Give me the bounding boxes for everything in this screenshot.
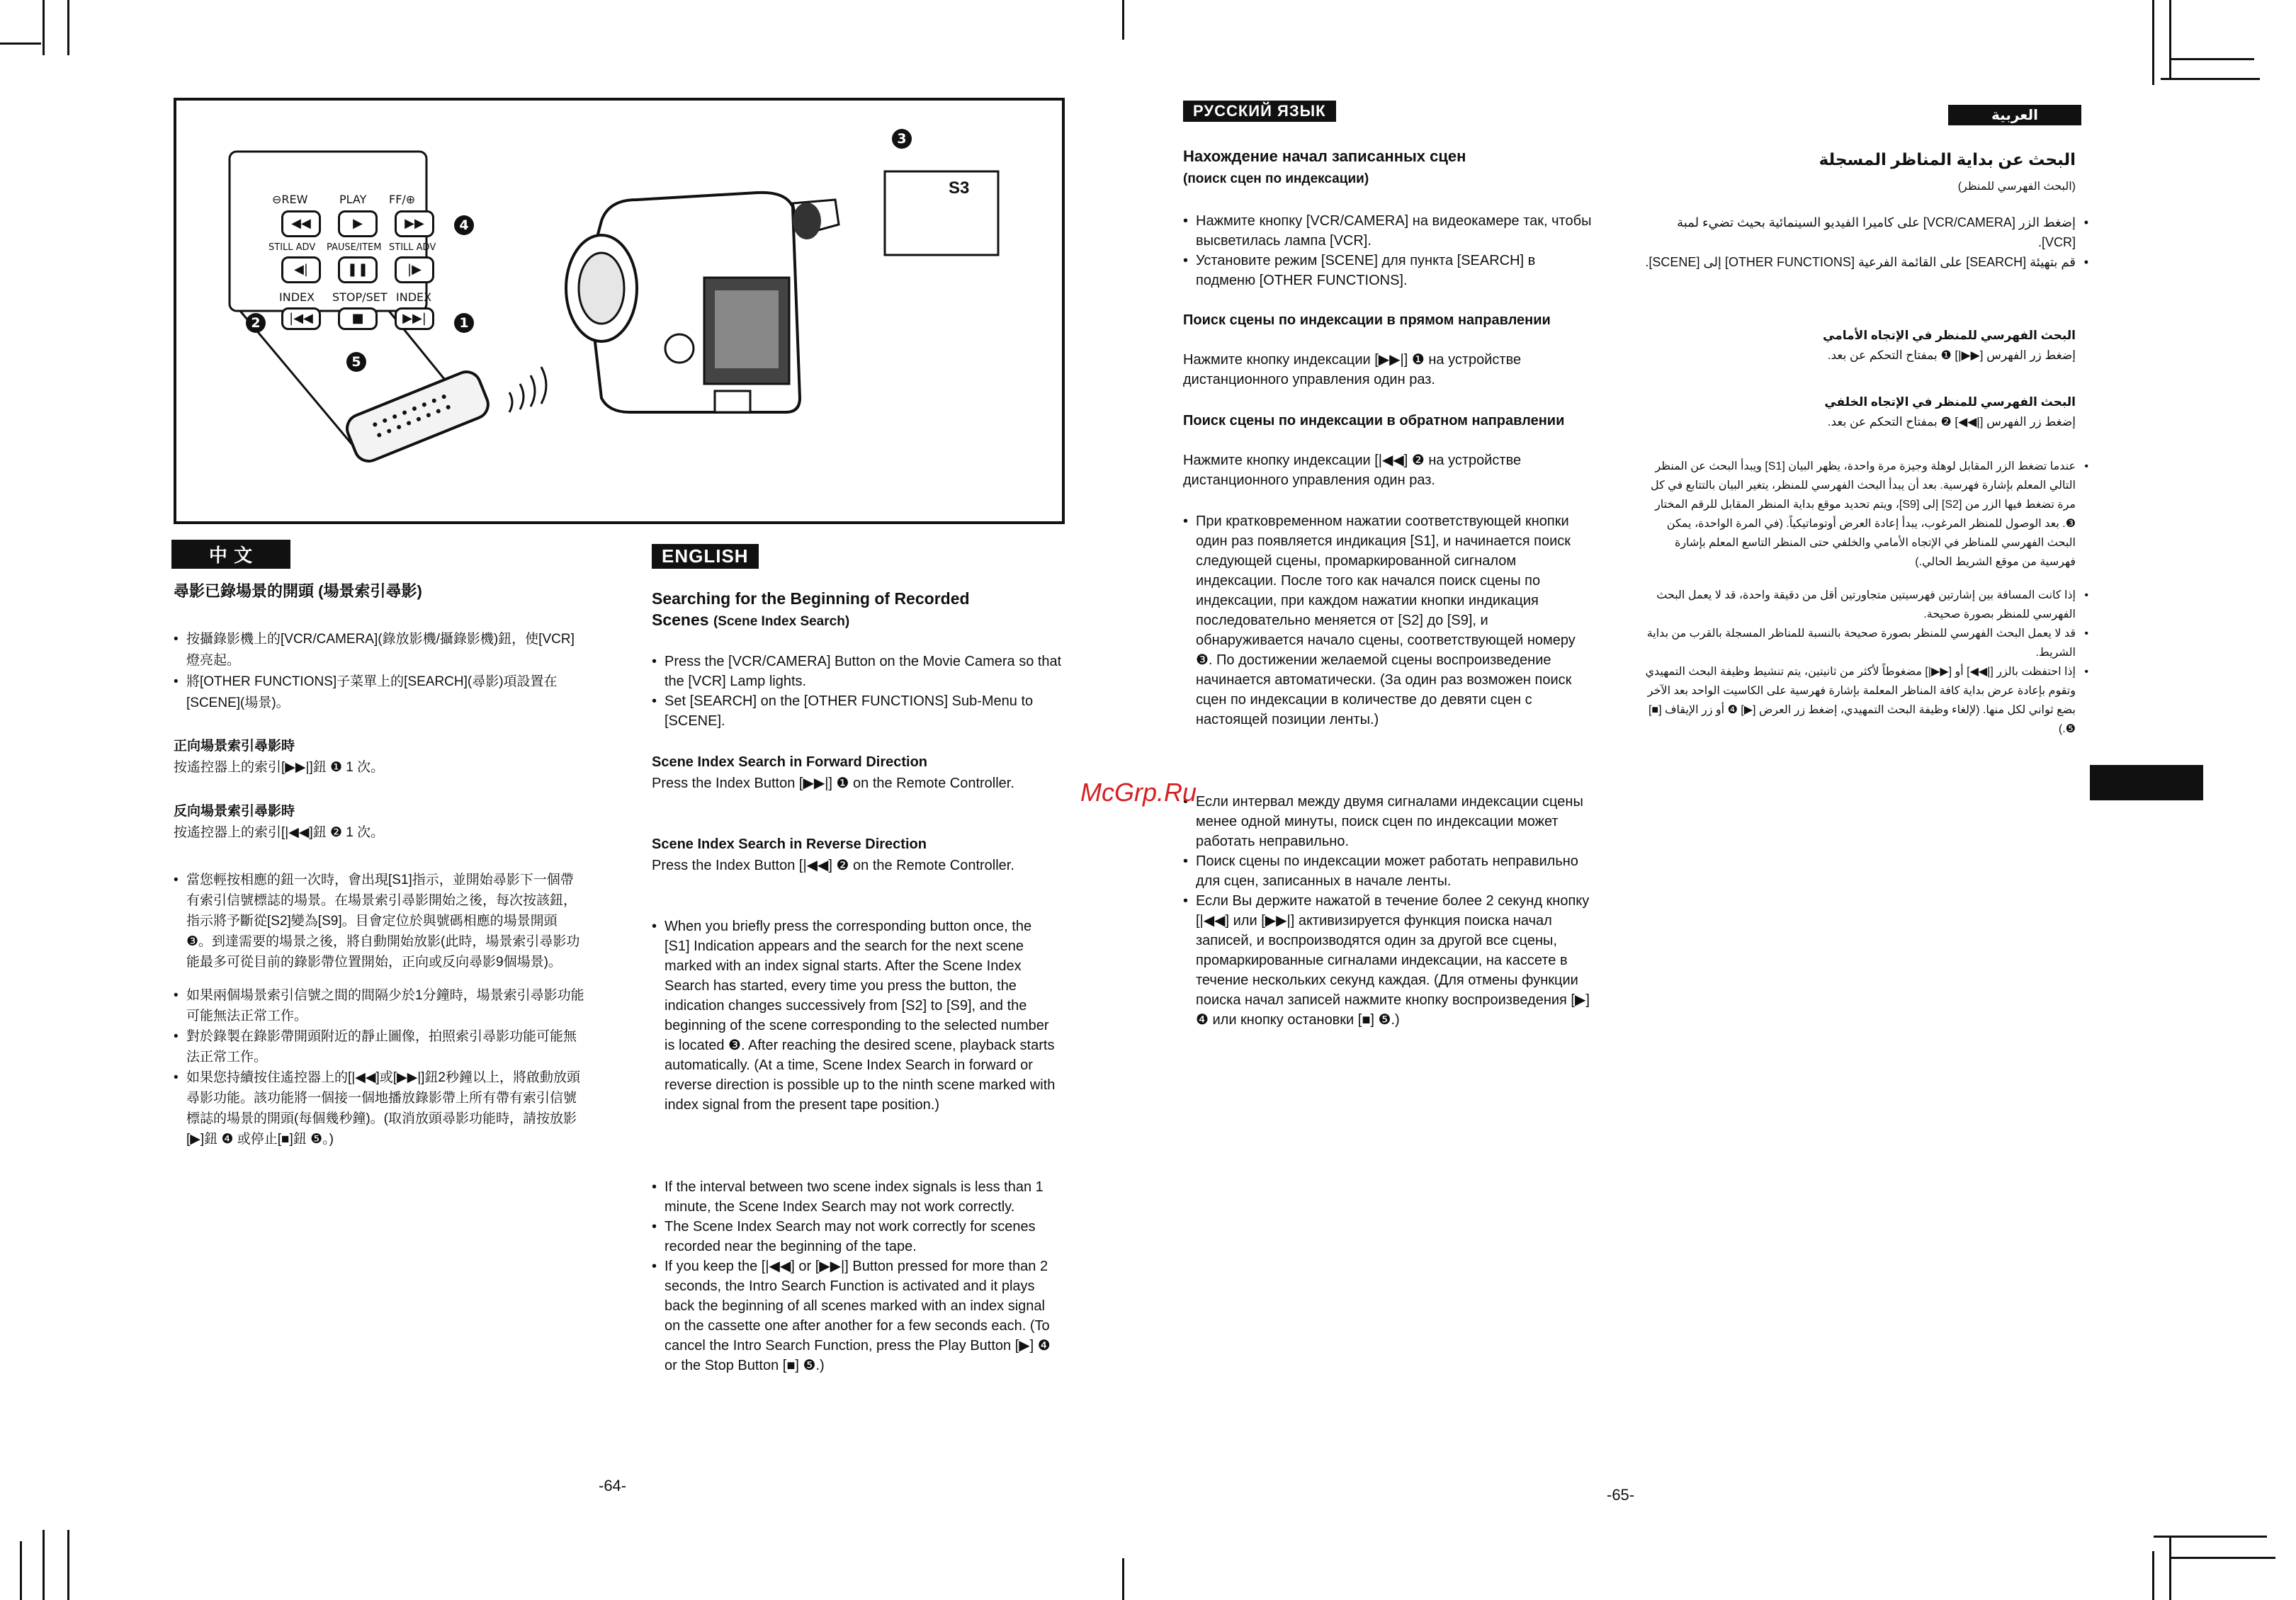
rew-label: ⊖REW <box>272 193 308 206</box>
english-section-tag: ENGLISH <box>652 544 759 569</box>
arabic-step: • قم بتهيئة [SEARCH] على القائمة الفرعية [OTHER FUNCTIONS] إلى [SCENE]. <box>1629 252 2076 272</box>
russian-rev-title: Поиск сцены по индексации в обратном направлении <box>1183 413 1565 429</box>
chinese-fwd-title: 正向場景索引尋影時 <box>174 739 295 754</box>
arabic-notes <box>1629 457 2076 739</box>
index-rev-button[interactable]: |◀◀ <box>281 307 321 330</box>
index-right-label: INDEX <box>396 290 432 304</box>
still-adv-right-label: STILL ADV <box>389 242 436 253</box>
callout-4: 4 <box>454 215 474 235</box>
russian-section-tag: РУССКИЙ ЯЗЫК <box>1183 101 1336 122</box>
chinese-fwd-text: 按遙控器上的索引[▶▶|]鈕 ❶ 1 次。 <box>174 760 385 775</box>
pause-item-label: PAUSE/ITEM <box>327 242 382 253</box>
english-title-line1: Searching for the Beginning of Recorded <box>652 589 970 608</box>
ff-label: FF/⊕ <box>389 193 416 206</box>
russian-notes-2 <box>1183 792 1590 1030</box>
chinese-note: • 當您輕按相應的鈕一次時，會出現[S1]指示，並開始尋影下一個帶有索引信號標誌的場景。在場景索引尋影開始之後，每次按該鈕，指示將予斷從[S2]變為[S9]。目會定位於與號碼相應的場景開頭 ❸。到達需要的場景之後，將自動開始放影(此時，場景索引尋影功能最多可從目前的錄影帶位置開始，正向或反向尋影9個場景)。 <box>174 870 584 972</box>
russian-title <box>1183 146 1636 190</box>
illustration <box>174 98 1065 524</box>
russian-title-line1: Нахождение начал записанных сцен <box>1183 147 1466 165</box>
russian-note: • При кратковременном нажатии соответствующей кнопки один раз появляется индикация [S1], и начинается поиск следующей сцены, промаркированной сигналом индексации. После того как начался поиск сцены по индексации, при каждом нажатии кнопки индикация последовательно меняется от [S2] до [S9], и обнаруживается начало сцены, соответствующей номеру ❸. По достижении желаемой сцены воспроизведение начинается автоматически. (За один раз возможен поиск сцен по индексации в количестве до девяти сцен с настоящей позиции ленты.) <box>1183 511 1590 730</box>
arabic-step: • إضغط الزر [VCR/CAMERA] على كاميرا الفيديو السينمائية بحيث تضيء لمبة [VCR]. <box>1629 212 2076 252</box>
index-left-label: INDEX <box>279 290 315 304</box>
arabic-section-tag: العربية <box>1948 105 2081 125</box>
chinese-rev-text: 按遙控器上的索引[|◀◀]鈕 ❷ 1 次。 <box>174 825 385 840</box>
chinese-title: 尋影已錄場景的開頭 (場景索引尋影) <box>174 582 422 600</box>
callout-1: 1 <box>454 313 474 333</box>
arabic-steps <box>1629 212 2076 272</box>
english-title-line2: Scenes <box>652 611 709 629</box>
russian-note: • Если интервал между двумя сигналами индексации сцены менее одной минуты, поиск сцен по индексации может работать неправильно. <box>1183 792 1590 851</box>
chinese-note: • 如果兩個場景索引信號之間的間隔少於1分鐘時，場景索引尋影功能可能無法正常工作。 <box>174 985 584 1026</box>
arabic-title: البحث عن بداية المناظر المسجلة <box>1819 150 2076 169</box>
arabic-rev-title: البحث الفهرسي للمنظر في الإتجاه الخلفي <box>1824 395 2076 409</box>
english-note: • The Scene Index Search may not work correctly for scenes recorded near the beginning of the tape. <box>652 1217 1059 1256</box>
russian-note: • Поиск сцены по индексации может работать неправильно для сцен, записанных в начале ленты. <box>1183 851 1590 891</box>
arabic-fwd-text: إضغط زر الفهرس [▶▶|] ❶ بمفتاح التحكم عن بعد. <box>1827 348 2076 362</box>
english-steps <box>652 652 1063 731</box>
screen-indication: S3 <box>949 178 970 198</box>
chinese-section-tag: 中 文 <box>171 540 290 569</box>
english-fwd-text: Press the Index Button [▶▶|] ❶ on the Remote Controller. <box>652 776 1014 791</box>
russian-note: • Если Вы держите нажатой в течение более 2 секунд кнопку [|◀◀] или [▶▶|] активизируется функция поиска начал записей, и воспроизводятся один за другой все сцены, промаркированные сигналами индексации, на кассете в течение нескольких секунд каждая. (Для отмены функции поиска начал записей нажмите кнопку воспроизведения [▶] ❹ или кнопку остановки [■] ❺.) <box>1183 891 1590 1030</box>
still-adv-rev-button[interactable]: ◀| <box>281 256 321 283</box>
english-rev-title: Scene Index Search in Reverse Direction <box>652 836 927 852</box>
russian-notes <box>1183 511 1590 730</box>
chinese-step: • 按攝錄影機上的[VCR/CAMERA](錄放影機/攝錄影機)鈕，使[VCR]燈亮起。 <box>174 629 584 671</box>
chinese-notes <box>174 870 584 1150</box>
russian-fwd-text: Нажмите кнопку индексации [▶▶|] ❶ на устройстве дистанционного управления один раз. <box>1183 352 1522 387</box>
callout-5: 5 <box>346 352 366 372</box>
ff-button[interactable]: ▶▶ <box>395 210 434 237</box>
callout-2: 2 <box>246 313 266 333</box>
english-step: • Press the [VCR/CAMERA] Button on the Movie Camera so that the [VCR] Lamp lights. <box>652 652 1063 691</box>
thumb-index-tab <box>2090 765 2203 800</box>
still-adv-left-label: STILL ADV <box>268 242 316 253</box>
english-notes <box>652 917 1059 1115</box>
russian-fwd-title: Поиск сцены по индексации в прямом направлении <box>1183 312 1551 328</box>
english-note: • If the interval between two scene index signals is less than 1 minute, the Scene Index Search may not work correctly. <box>652 1177 1059 1217</box>
arabic-rev-text: إضغط زر الفهرس [|◀◀] ❷ بمفتاح التحكم عن بعد. <box>1827 415 2076 429</box>
still-adv-fwd-button[interactable]: |▶ <box>395 256 434 283</box>
english-title-sub: (Scene Index Search) <box>713 614 850 629</box>
page-number-left: -64- <box>599 1477 627 1494</box>
chinese-steps <box>174 629 584 714</box>
arabic-note: • إذا احتفظت بالزر [|◀◀] أو [▶▶|] مضغوطاً لأكثر من ثانيتين، يتم تنشيط وظيفة البحث التمهيدي وتقوم بإعادة عرض بداية كافة المناظر المعلمة بإشارة فهرسية على الكاسيت الواحد بعد الآخر بضع ثواني لكل منها. (لإلغاء وظيفة البحث التمهيدي، إضغط زر العرض [▶] ❹ أو زر الإيقاف [■] ❺.) <box>1629 662 2076 739</box>
russian-rev-text: Нажмите кнопку индексации [|◀◀] ❷ на устройстве дистанционного управления один раз. <box>1183 453 1522 488</box>
chinese-step: • 將[OTHER FUNCTIONS]子菜單上的[SEARCH](尋影)項設置在[SCENE](場景)。 <box>174 671 584 714</box>
arabic-note: • عندما تضغط الزر المقابل لوهلة وجيزة مرة واحدة، يظهر البيان [S1] ويبدأ البحث عن المنظر التالي المعلم بإشارة فهرسية. بعد أن يبدأ البحث الفهرسي للمنظر، يتغير البيان بالتتابع في كل مرة تضغط فيها الزر من [S2] إلى [S9]، ويتم تحديد موقع بداية المنظر المقابل للرقم المختار ❸. بعد الوصول للمنظر المرغوب، يبدأ إعادة العرض أوتوماتيكياً. (في المرة الواحدة، يمكن البحث الفهرسي للمناظر في الإتجاه الأمامي والخلفي حتى المنظر التاسع المعلم بإشارة فهرسية من موقع الشريط الحالي.) <box>1629 457 2076 572</box>
arabic-subtitle: (البحث الفهرسي للمنظر) <box>1957 181 2076 193</box>
chinese-note: • 對於錄製在錄影帶開頭附近的靜止圖像，拍照索引尋影功能可能無法正常工作。 <box>174 1026 584 1067</box>
english-step: • Set [SEARCH] on the [OTHER FUNCTIONS] Sub-Menu to [SCENE]. <box>652 691 1063 731</box>
arabic-note: • إذا كانت المسافة بين إشارتين فهرسيتين متجاورتين أقل من دقيقة واحدة، قد لا يعمل البحث الفهرسي للمنظر بصورة صحيحة. <box>1629 586 2076 624</box>
english-note: • If you keep the [|◀◀] or [▶▶|] Button pressed for more than 2 seconds, the Intro Search Function is activated and it plays back the beginning of all scenes marked with an index signal on the cassette one after another for a few seconds each. (To cancel the Intro Search Function, press the Play Button [▶] ❹ or the Stop Button [■] ❺.) <box>652 1256 1059 1375</box>
russian-steps <box>1183 211 1597 290</box>
arabic-note: • قد لا يعمل البحث الفهرسي للمنظر بصورة صحيحة بالنسبة للمناظر المسجلة بالقرب من بداية الشريط. <box>1629 624 2076 662</box>
index-fwd-button[interactable]: ▶▶| <box>395 307 434 330</box>
callout-3: 3 <box>892 129 912 149</box>
russian-step: • Нажмите кнопку [VCR/CAMERA] на видеокамере так, чтобы высветилась лампа [VCR]. <box>1183 211 1597 251</box>
english-title <box>652 588 1077 632</box>
rew-button[interactable]: ◀◀ <box>281 210 321 237</box>
arabic-fwd-title: البحث الفهرسي للمنظر في الإتجاه الأمامي <box>1823 329 2076 342</box>
pause-button[interactable]: ❚❚ <box>338 256 378 283</box>
english-fwd-title: Scene Index Search in Forward Direction <box>652 754 928 770</box>
english-note: • When you briefly press the corresponding button once, the [S1] Indication appears and the search for the next scene marked with an index signal starts. After the Scene Index Search has started, every time you press the button, the indication changes successively from [S2] to [S9], and the beginning of the scene corresponding to the selected number is located ❸. After reaching the desired scene, playback starts automatically. (At a time, Scene Index Search in forward or reverse direction is possible up to the ninth scene marked with index signal from the present tape position.) <box>652 917 1059 1115</box>
chinese-note: • 如果您持續按住遙控器上的[|◀◀]或[▶▶|]鈕2秒鐘以上，將啟動放頭尋影功能。該功能將一個接一個地播放錄影帶上所有帶有索引信號標誌的場景的開頭(每個幾秒鐘)。(取消放頭尋影功能時，請按放影[▶]鈕 ❹ 或停止[■]鈕 ❺。) <box>174 1067 584 1150</box>
chinese-rev-title: 反向場景索引尋影時 <box>174 804 295 819</box>
english-notes-2 <box>652 1177 1059 1375</box>
watermark: McGrp.Ru <box>1080 778 1197 807</box>
english-rev-text: Press the Index Button [|◀◀] ❷ on the Remote Controller. <box>652 858 1014 873</box>
stop-button[interactable]: ■ <box>338 307 378 330</box>
russian-step: • Установите режим [SCENE] для пункта [SEARCH] в подменю [OTHER FUNCTIONS]. <box>1183 251 1597 290</box>
stop-set-label: STOP/SET <box>332 290 388 304</box>
play-label: PLAY <box>339 193 367 206</box>
russian-title-line2: (поиск сцен по индексации) <box>1183 171 1369 186</box>
page-number-right: -65- <box>1607 1486 1635 1504</box>
play-button[interactable]: ▶ <box>338 210 378 237</box>
